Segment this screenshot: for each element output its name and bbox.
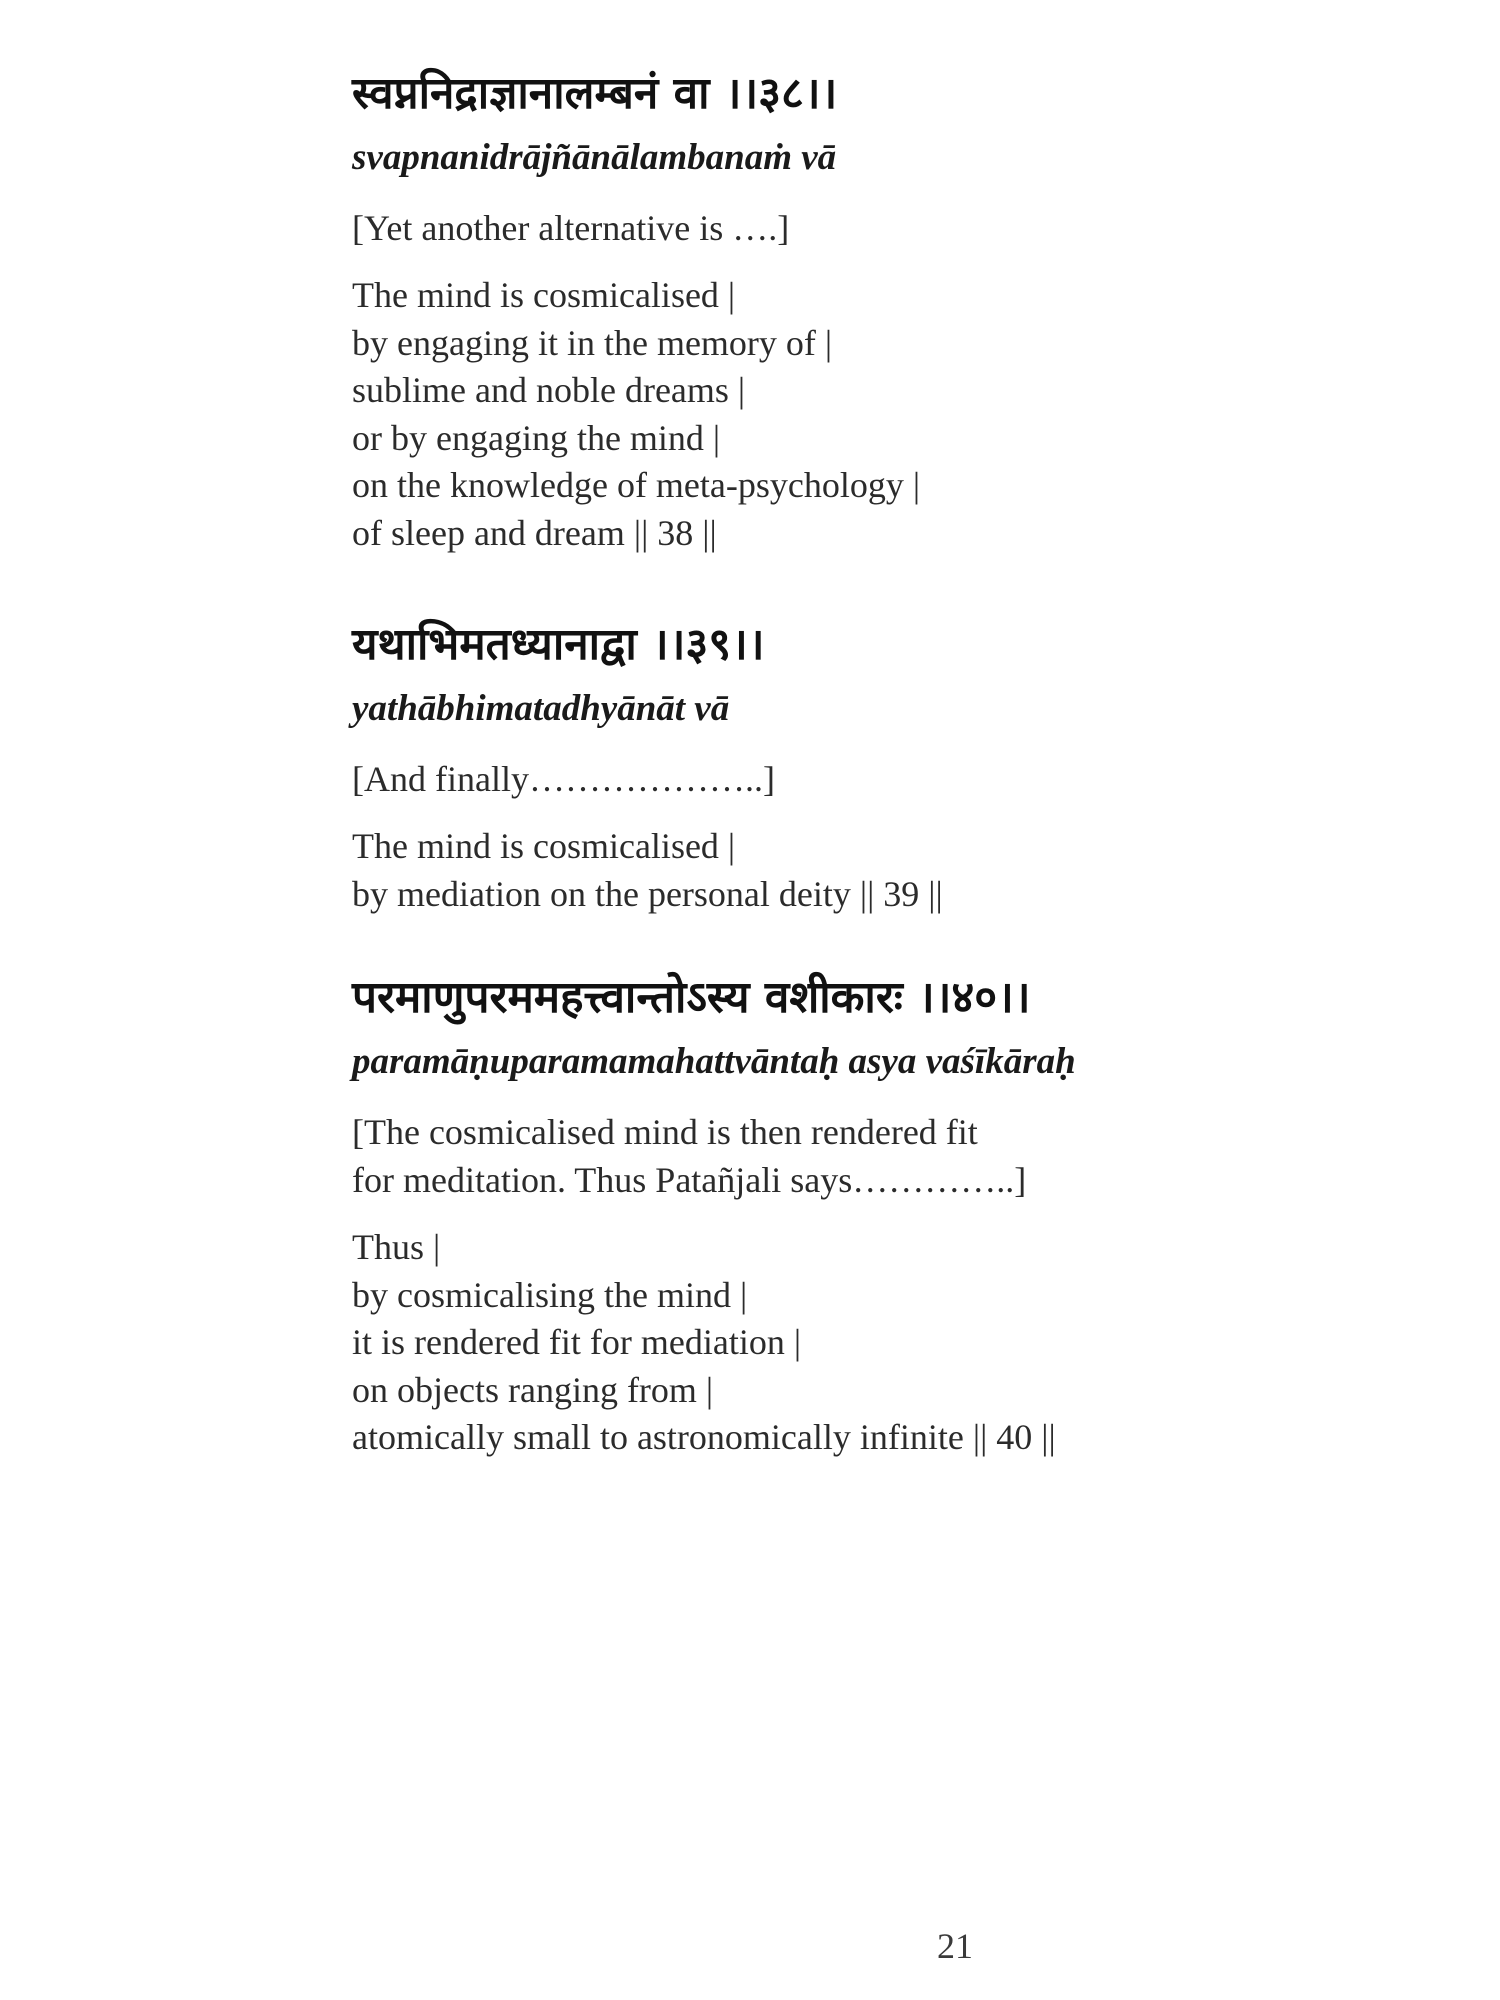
sutra-40 [352,968,1352,1462]
intro-line: [And finally………………..] [352,759,775,799]
sutra-transliteration: yathābhimatadhyānāt vā [352,688,730,729]
sutra-translation [352,272,1352,557]
verse-line: by engaging it in the memory of | [352,322,833,363]
sutra-devanagari: यथाभिमतध्यानाद्वा ।।३९।। [352,619,765,670]
sutra-translation [352,1224,1352,1462]
verse-line: it is rendered fit for mediation | [352,1322,802,1362]
sutra-translation [352,823,1352,918]
sutra-transliteration: svapnanidrājñānālambanaṁ vā [352,137,837,178]
sutra-intro [352,1108,1352,1204]
sutra-devanagari: स्वप्ननिद्राज्ञानालम्बनं वा ।।३८।। [352,68,838,119]
verse-line: on the knowledge of meta-psychology | [352,465,921,505]
verse-line: by mediation on the personal deity || 39 || [352,873,943,914]
sutra-transliteration: paramāṇuparamamahattvāntaḥ asya vaśīkāraḥ [352,1041,1076,1082]
verse-line: The mind is cosmicalised | [352,826,736,866]
verse-line: on objects ranging from | [352,1369,714,1410]
sutra-intro [352,755,1352,803]
sutra-38 [352,64,1352,557]
sutra-intro [352,204,1352,252]
intro-line: [The cosmicalised mind is then rendered fit [352,1112,978,1152]
page-number: 21 [937,1926,973,1966]
verse-line: by cosmicalising the mind | [352,1274,748,1315]
intro-line: [Yet another alternative is ….] [352,208,790,248]
verse-line: sublime and noble dreams | [352,370,746,410]
intro-line: for meditation. Thus Patañjali says…………..] [352,1160,1027,1200]
sutra-devanagari: परमाणुपरममहत्त्वान्तोऽस्य वशीकारः ।।४०।। [352,972,1031,1023]
verse-line: of sleep and dream || 38 || [352,512,717,553]
verse-line: or by engaging the mind | [352,417,721,458]
sutra-39 [352,615,1352,918]
verse-line: The mind is cosmicalised | [352,275,736,315]
verse-line: Thus | [352,1227,441,1267]
verse-line: atomically small to astronomically infinite || 40 || [352,1417,1056,1457]
